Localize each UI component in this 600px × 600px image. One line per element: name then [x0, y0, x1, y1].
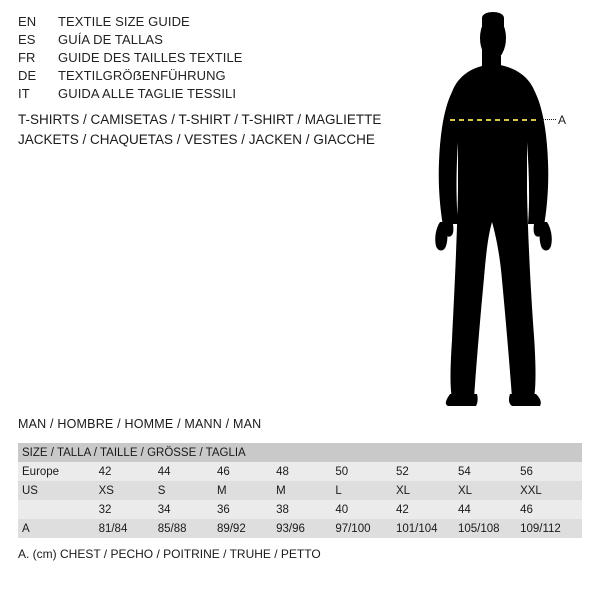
cell-value: XXL — [520, 484, 542, 497]
cell-value: 42 — [395, 503, 409, 516]
cell-value: 46 — [216, 465, 230, 478]
category-jackets: JACKETS / CHAQUETAS / VESTES / JACKEN / GIACCHE — [18, 132, 375, 147]
language-title-list — [18, 14, 378, 104]
table-header-row — [18, 443, 582, 462]
language-code: ES — [18, 32, 36, 47]
cell-value: 32 — [98, 503, 112, 516]
language-row — [18, 68, 378, 86]
cell-value: 105/108 — [458, 522, 500, 535]
garment-category-list — [18, 110, 418, 150]
cell-value: 109/112 — [520, 522, 561, 535]
cell-value: 81/84 — [98, 522, 128, 535]
language-code: IT — [18, 86, 30, 101]
cell-value: L — [335, 484, 342, 497]
cell-value: 34 — [157, 503, 171, 516]
cell-value: 36 — [216, 503, 230, 516]
cell-value: 48 — [276, 465, 289, 478]
cell-value: 93/96 — [276, 522, 305, 535]
cell-value: 85/88 — [157, 522, 187, 535]
language-title: GUIDA ALLE TAGLIE TESSILI — [58, 86, 237, 101]
cell-value: S — [157, 484, 166, 497]
language-title: TEXTILE SIZE GUIDE — [58, 14, 190, 29]
row-label: US — [22, 484, 38, 497]
cell-value: 44 — [157, 465, 171, 478]
table-row — [18, 519, 582, 538]
size-table — [18, 443, 582, 538]
language-title: GUÍA DE TALLAS — [58, 32, 163, 47]
table-row — [18, 481, 582, 500]
cell-value: M — [276, 484, 286, 497]
table-row — [18, 500, 582, 519]
language-code: EN — [18, 14, 37, 29]
cell-value: 46 — [520, 503, 533, 516]
row-label: A — [22, 522, 30, 535]
measure-leader-line — [543, 119, 556, 120]
language-row — [18, 14, 378, 32]
cell-value: 50 — [335, 465, 349, 478]
cell-value: XL — [458, 484, 473, 497]
cell-value: XS — [98, 484, 114, 497]
cell-value: 101/104 — [395, 522, 438, 535]
table-header-label: SIZE / TALLA / TAILLE / GRÖSSE / TAGLIA — [22, 446, 246, 459]
row-label — [18, 500, 99, 519]
language-code: DE — [18, 68, 37, 83]
cell-value: 38 — [276, 503, 289, 516]
male-body-figure — [400, 10, 600, 410]
language-title: GUIDE DES TAILLES TEXTILE — [58, 50, 243, 65]
language-row — [18, 32, 378, 50]
measure-label-a: A — [558, 113, 567, 127]
cell-value: 42 — [98, 465, 112, 478]
category-tshirts: T-SHIRTS / CAMISETAS / T-SHIRT / T-SHIRT / MAGLIETTE — [18, 112, 382, 127]
table-title: MAN / HOMBRE / HOMME / MANN / MAN — [18, 417, 262, 431]
cell-value: 54 — [458, 465, 471, 478]
language-row — [18, 50, 378, 68]
cell-value: XL — [395, 484, 411, 497]
table-row — [18, 462, 582, 481]
language-row — [18, 86, 378, 104]
cell-value: 56 — [520, 465, 533, 478]
row-label: Europe — [22, 465, 60, 478]
cell-value: 44 — [458, 503, 471, 516]
language-code: FR — [18, 50, 36, 65]
cell-value: 97/100 — [335, 522, 371, 535]
cell-value: 52 — [395, 465, 409, 478]
cell-value: 89/92 — [216, 522, 246, 535]
language-title: TEXTILGRÖẞENFÜHRUNG — [58, 68, 226, 83]
cell-value: M — [216, 484, 227, 497]
body-silhouette-icon — [400, 10, 600, 410]
table-footnote: A. (cm) CHEST / PECHO / POITRINE / TRUHE / PETTO — [18, 547, 321, 561]
cell-value: 40 — [335, 503, 349, 516]
